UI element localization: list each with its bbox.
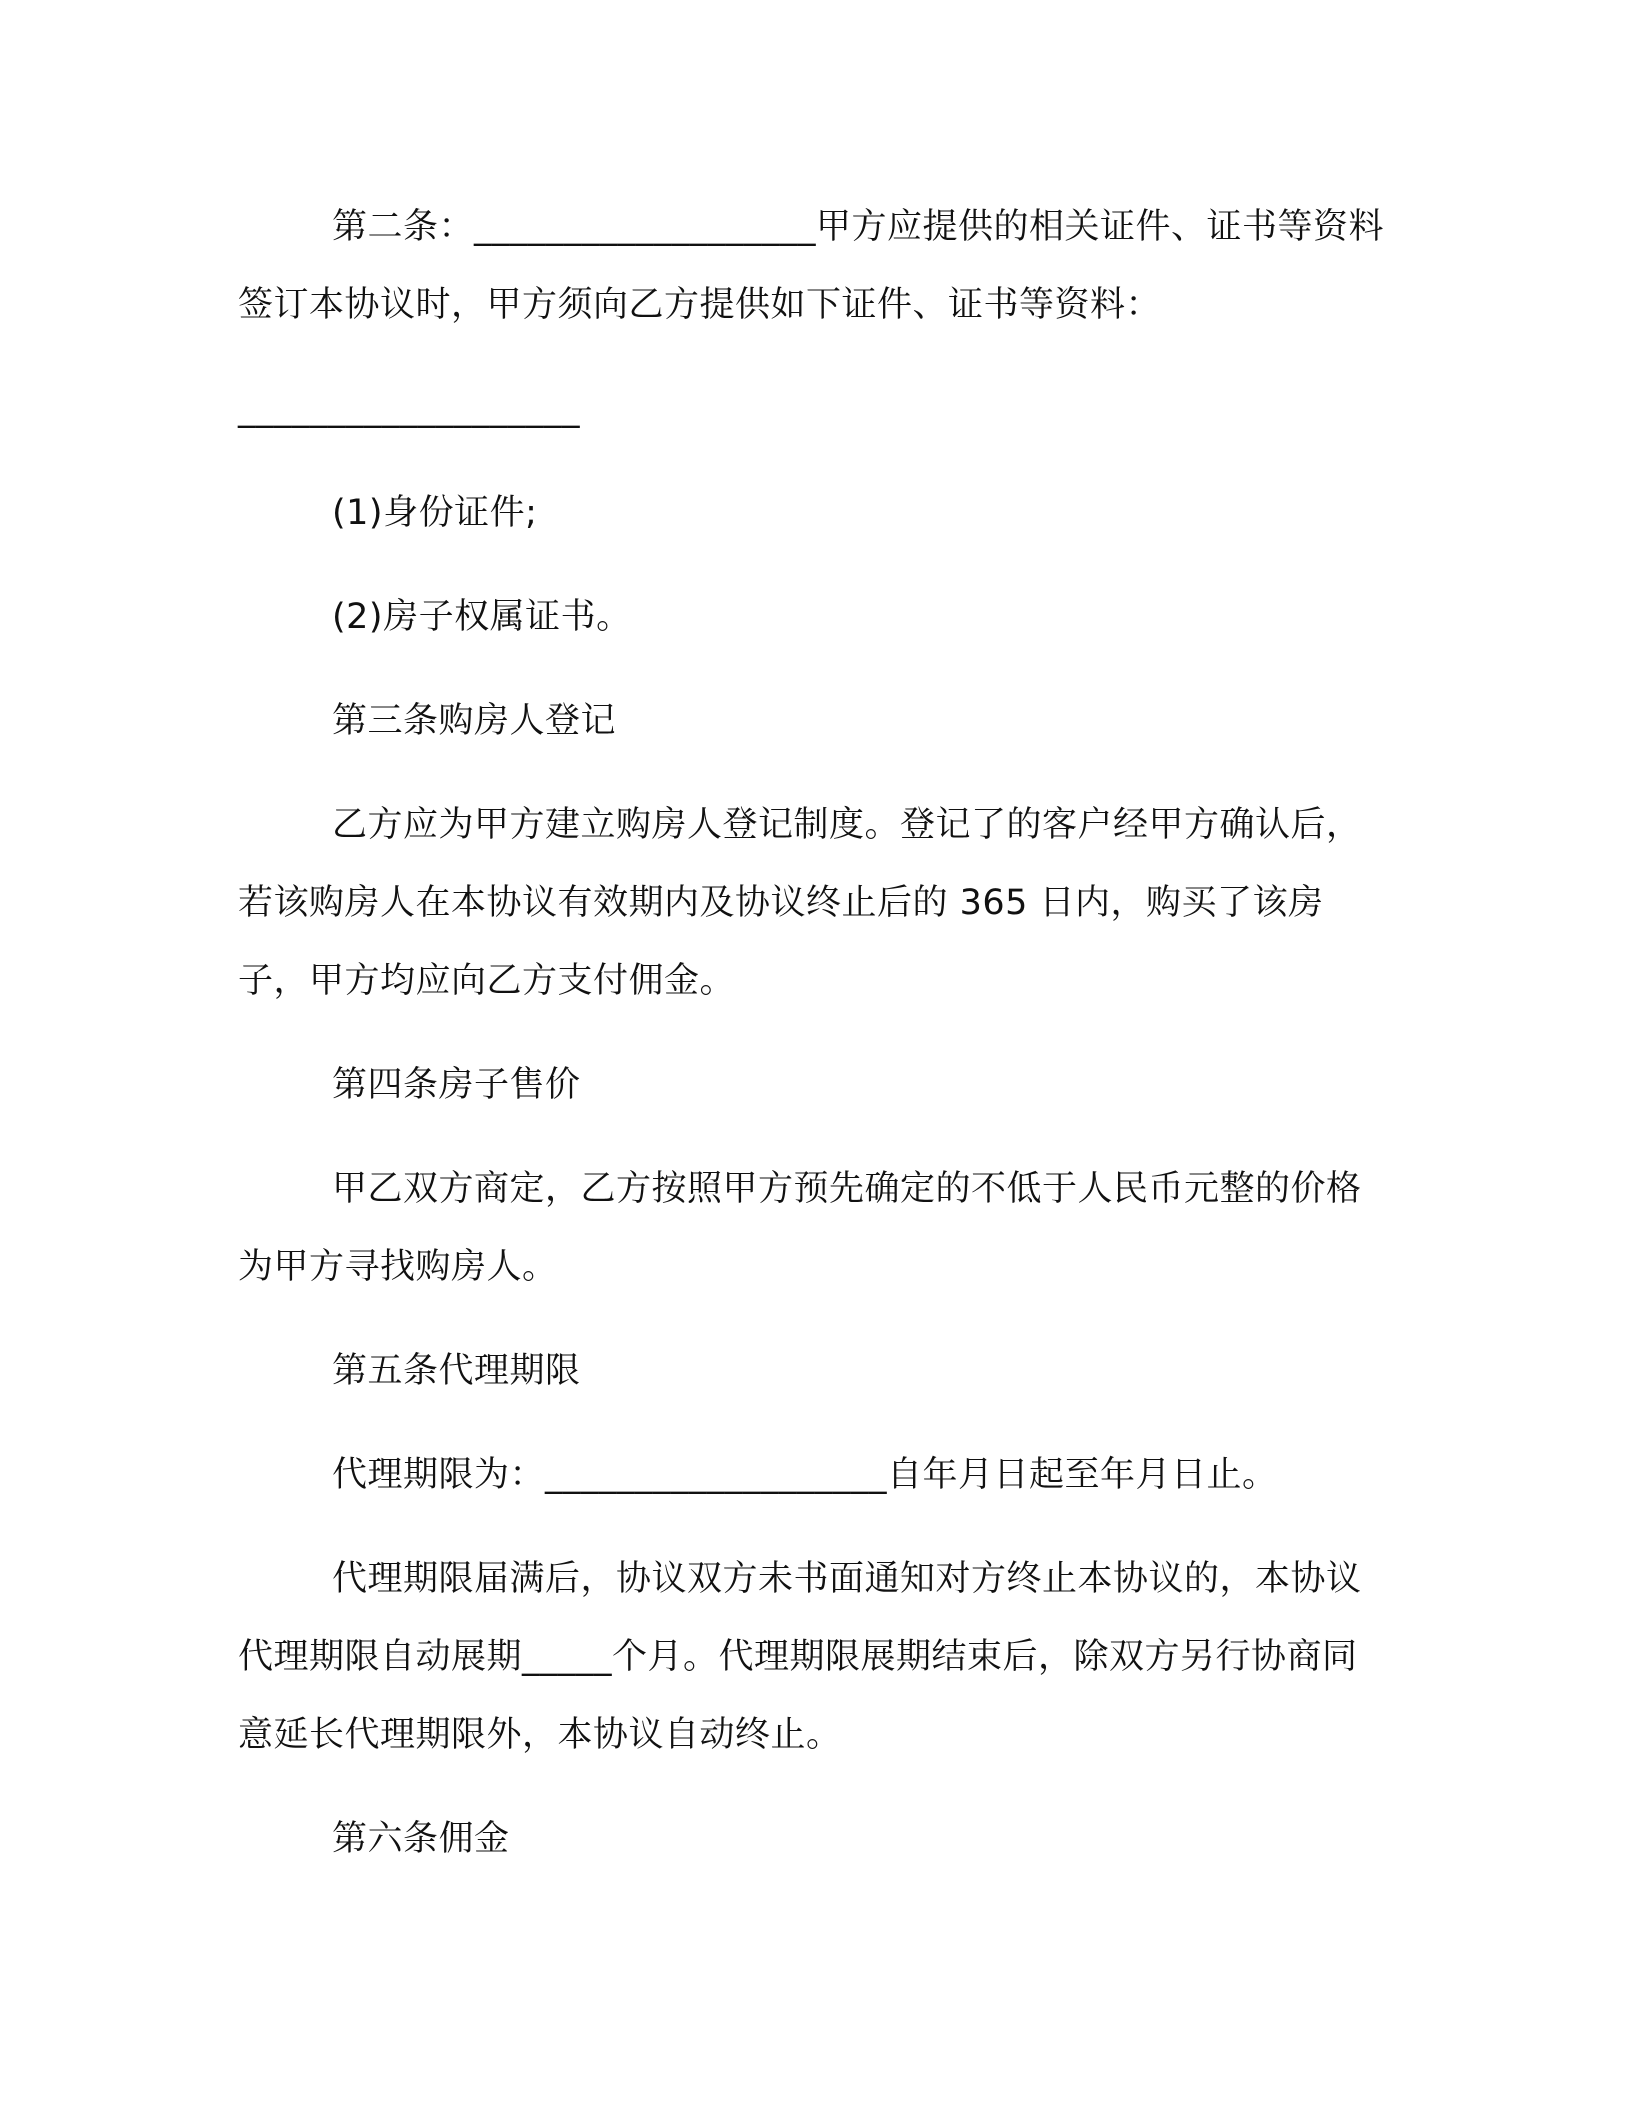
blank-line: ___________________ xyxy=(238,389,580,429)
agency-term-line: 代理期限为：___________________自年月日起至年月日止。 xyxy=(332,1455,1278,1495)
article-6-heading: 第六条佣金 xyxy=(332,1819,510,1859)
article-4-heading: 第四条房子售价 xyxy=(332,1065,581,1105)
article-4-paragraph: 甲乙双方商定，乙方按照甲方预先确定的不低于人民币元整的价格为甲方寻找购房人。 xyxy=(238,1169,1362,1287)
list-item-property-certificate: (2)房子权属证书。 xyxy=(332,597,632,637)
agency-term-extension-paragraph: 代理期限届满后，协议双方未书面通知对方终止本协议的，本协议代理期限自动展期_____个月。代理期限展期结束后，除双方另行协商同意延长代理期限外，本协议自动终止。 xyxy=(238,1559,1362,1755)
list-item-id-documents: (1)身份证件; xyxy=(332,493,538,533)
document-body xyxy=(238,188,1388,1904)
article-3-heading: 第三条购房人登记 xyxy=(332,701,617,741)
article-5-heading: 第五条代理期限 xyxy=(332,1351,581,1391)
article-3-paragraph: 乙方应为甲方建立购房人登记制度。登记了的客户经甲方确认后，若该购房人在本协议有效期内及协议终止后的 365 日内，购买了该房子，甲方均应向乙方支付佣金。 xyxy=(238,805,1362,1001)
article-2-paragraph: 第二条：___________________甲方应提供的相关证件、证书等资料签订本协议时，甲方须向乙方提供如下证件、证书等资料： xyxy=(238,207,1385,325)
